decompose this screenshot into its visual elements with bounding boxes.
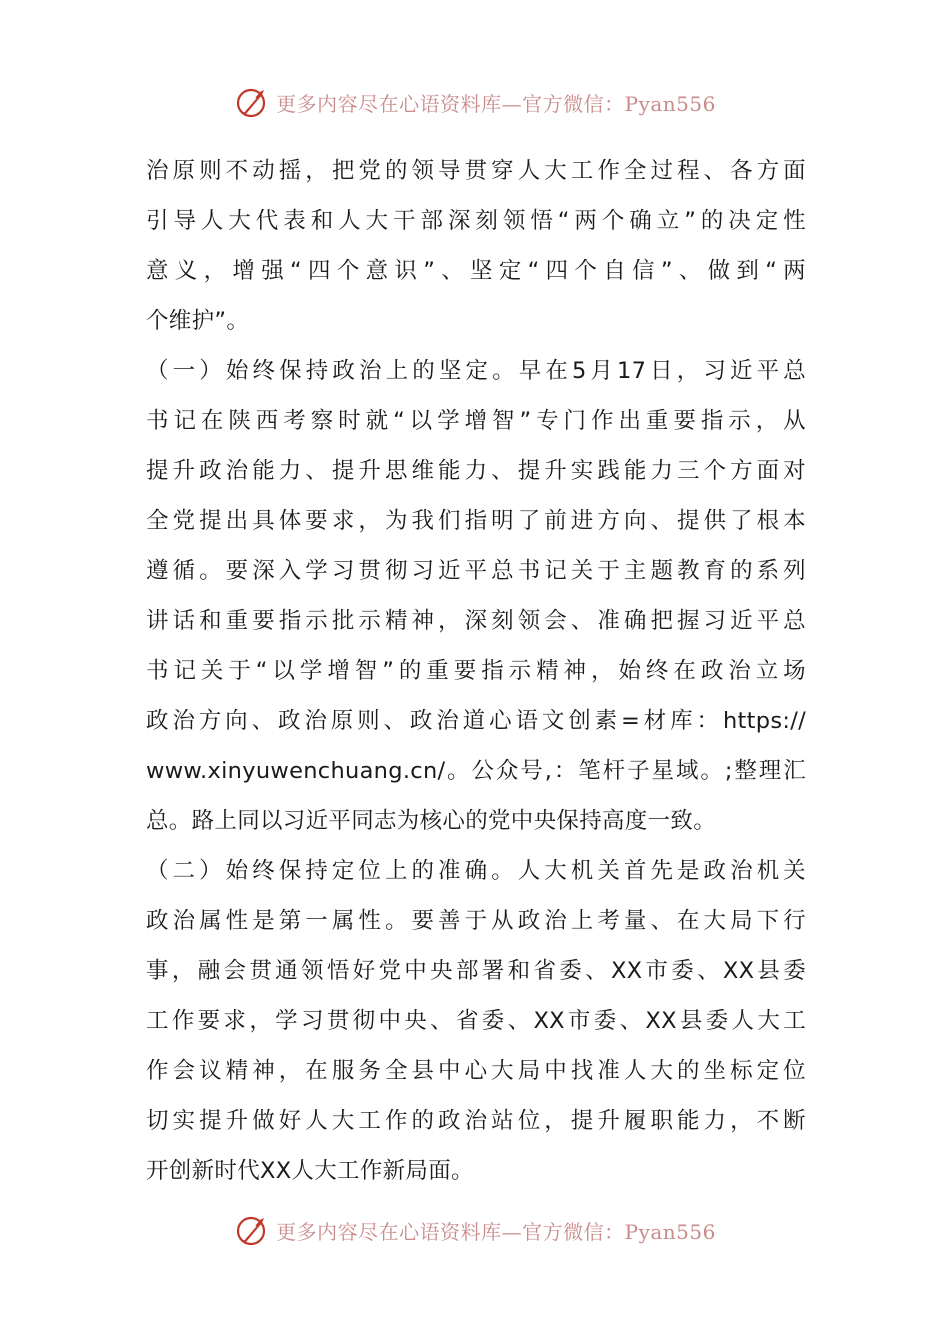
body-line: www.xinyuwenchuang.cn/。公众号,：笔杆子星域。;整理汇 [146, 758, 806, 784]
quill-logo-icon [234, 84, 270, 120]
body-line: 政治方向、政治原则、政治道心语文创素=材库：https:// [146, 708, 806, 734]
body-line: （一）始终保持政治上的坚定。早在5月17日，习近平总 [146, 358, 806, 384]
body-line: 总。路上同以习近平同志为核心的党中央保持高度一致。 [146, 808, 717, 834]
body-line: 切实提升做好人大工作的政治站位，提升履职能力，不断 [146, 1108, 806, 1134]
document-body [146, 146, 806, 1196]
header-watermark-text: 更多内容尽在心语资料库—官方微信：Pyan556 [276, 91, 716, 116]
body-line: 讲话和重要指示批示精神，深刻领会、准确把握习近平总 [146, 608, 806, 634]
body-line: 事，融会贯通领悟好党中央部署和省委、XX市委、XX县委 [146, 958, 806, 984]
body-line: 引导人大代表和人大干部深刻领悟“两个确立”的决定性 [146, 208, 806, 234]
body-line: 遵循。要深入学习贯彻习近平总书记关于主题教育的系列 [146, 558, 806, 584]
body-line: 个维护”。 [146, 308, 250, 334]
body-line: 治原则不动摇，把党的领导贯穿人大工作全过程、各方面 [146, 158, 806, 184]
header-watermark-banner [0, 80, 950, 124]
footer-watermark-text: 更多内容尽在心语资料库—官方微信：Pyan556 [276, 1219, 716, 1244]
body-line: 提升政治能力、提升思维能力、提升实践能力三个方面对 [146, 458, 806, 484]
body-line: 政治属性是第一属性。要善于从政治上考量、在大局下行 [146, 908, 806, 934]
footer-watermark-banner [0, 1208, 950, 1252]
body-line: 书记在陕西考察时就“以学增智”专门作出重要指示，从 [146, 408, 806, 434]
body-line: 作会议精神，在服务全县中心大局中找准人大的坐标定位 [146, 1058, 806, 1084]
quill-logo-icon [234, 1212, 270, 1248]
body-line: 开创新时代XX人大工作新局面。 [146, 1158, 474, 1184]
body-line: 工作要求，学习贯彻中央、省委、XX市委、XX县委人大工 [146, 1008, 806, 1034]
body-line: （二）始终保持定位上的准确。人大机关首先是政治机关 [146, 858, 806, 884]
body-line: 书记关于“以学增智”的重要指示精神，始终在政治立场 [146, 658, 806, 684]
body-line: 全党提出具体要求，为我们指明了前进方向、提供了根本 [146, 508, 806, 534]
body-line: 意义，增强“四个意识”、坚定“四个自信”、做到“两 [146, 258, 806, 284]
